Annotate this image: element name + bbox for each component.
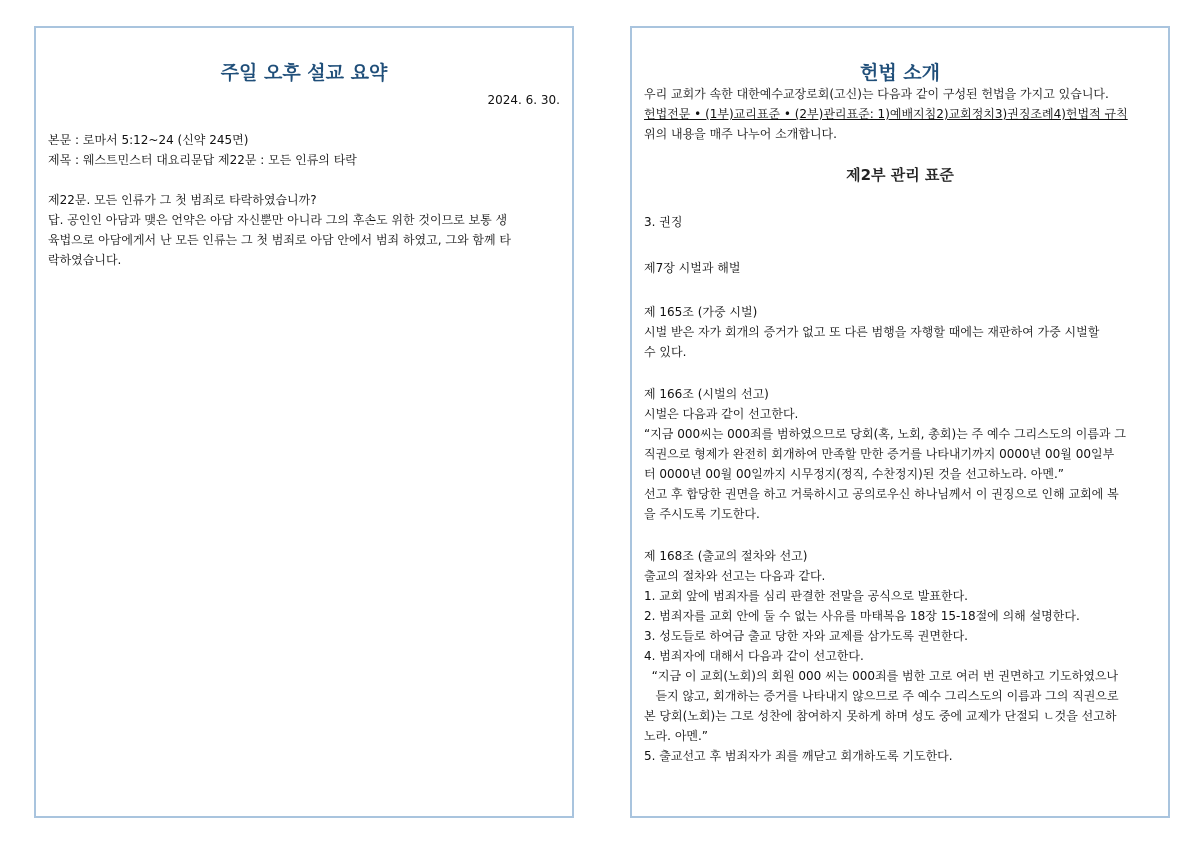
article-166-heading: 제 166조 (시벌의 선고)	[644, 387, 769, 401]
article-168-heading: 제 168조 (출교의 절차와 선고)	[644, 549, 808, 563]
article-165-heading: 제 165조 (가중 시벌)	[644, 305, 758, 319]
page-title: 헌법 소개	[859, 62, 941, 84]
date: 2024. 6. 30.	[487, 93, 560, 107]
article-168-line: 출교의 절차와 선고는 다음과 같다.	[644, 569, 826, 583]
article-168-line: 듣지 않고, 회개하는 증거를 나타내지 않으므로 주 예수 그리스도의 이름과 그의 직권으로	[644, 689, 1119, 703]
article-168-line: 5. 출교선고 후 범죄자가 죄를 깨닫고 회개하도록 기도한다.	[644, 749, 953, 763]
catechism-answer-line: 육법으로 아담에게서 난 모든 인류는 그 첫 범죄로 아담 안에서 범죄 하였고, 그와 함께 타	[48, 233, 511, 247]
article-165-line: 시벌 받은 자가 회개의 증거가 없고 또 다른 범행을 자행할 때에는 재판하여 가중 시벌할	[644, 325, 1100, 339]
article-166-line: 을 주시도록 기도한다.	[644, 507, 760, 521]
article-168-line: “지금 이 교회(노회)의 회원 000 씨는 000죄를 범한 고로 여러 번 권면하고 기도하였으나	[644, 669, 1119, 683]
article-168-line: 노라. 아멘.”	[644, 729, 709, 743]
article-166-line: 직권으로 형제가 완전히 회개하여 만족할 만한 증거를 나타내기까지 0000년 00월 00일부	[644, 447, 1115, 461]
part-title: 제2부 관리 표준	[846, 166, 954, 184]
catechism-question: 제22문. 모든 인류가 그 첫 범죄로 타락하였습니까?	[48, 193, 317, 207]
article-166-line: 선고 후 합당한 권면을 하고 거룩하시고 공의로우신 하나님께서 이 권징으로 인해 교회에 복	[644, 487, 1119, 501]
article-168-line: 1. 교회 앞에 범죄자를 심리 판결한 전말을 공식으로 발표한다.	[644, 589, 968, 603]
constitution-intro-page	[630, 26, 1170, 818]
article-168-line: 2. 범죄자를 교회 안에 둘 수 없는 사유를 마태복음 18장 15-18절에 의해 설명한다.	[644, 609, 1080, 623]
article-168-line: 3. 성도들로 하여금 출교 당한 자와 교제를 삼가도록 권면한다.	[644, 629, 968, 643]
sermon-summary-page	[34, 26, 574, 818]
sermon-title: 제목 : 웨스트민스터 대요리문답 제22문 : 모든 인류의 타락	[48, 153, 357, 167]
catechism-answer-line: 락하였습니다.	[48, 253, 122, 267]
intro-text: 우리 교회가 속한 대한예수교장로회(고신)는 다음과 같이 구성된 헌법을 가지고 있습니다.	[644, 87, 1109, 101]
constitution-structure: 헌법전문 • (1부)교리표준 • (2부)관리표준: 1)예배지침2)교회정치3)권징조례4)헌법적 규칙	[644, 107, 1128, 121]
article-168-line: 4. 범죄자에 대해서 다음과 같이 선고한다.	[644, 649, 864, 663]
article-166-line: 터 0000년 00월 00일까지 시무정지(정직, 수찬정지)된 것을 선고하노라. 아멘.”	[644, 467, 1065, 481]
article-165-line: 수 있다.	[644, 345, 687, 359]
article-166-line: 시벌은 다음과 같이 선고한다.	[644, 407, 799, 421]
article-168-line: 본 당회(노회)는 그로 성찬에 참여하지 못하게 하며 성도 중에 교제가 단절되 ㄴ것을 선고하	[644, 709, 1117, 723]
article-166-line: “지금 000씨는 000죄를 범하였으므로 당회(혹, 노회, 총회)는 주 예수 그리스도의 이름과 그	[644, 427, 1126, 441]
chapter-heading: 제7장 시벌과 해벌	[644, 261, 741, 275]
section-heading: 3. 권징	[644, 215, 683, 229]
scripture-text: 본문 : 로마서 5:12~24 (신약 245면)	[48, 133, 249, 147]
catechism-answer-line: 답. 공인인 아담과 맺은 언약은 아담 자신뿐만 아니라 그의 후손도 위한 것이므로 보통 생	[48, 213, 508, 227]
page-title: 주일 오후 설교 요약	[220, 62, 388, 84]
intro-text-2: 위의 내용을 매주 나누어 소개합니다.	[644, 127, 837, 141]
